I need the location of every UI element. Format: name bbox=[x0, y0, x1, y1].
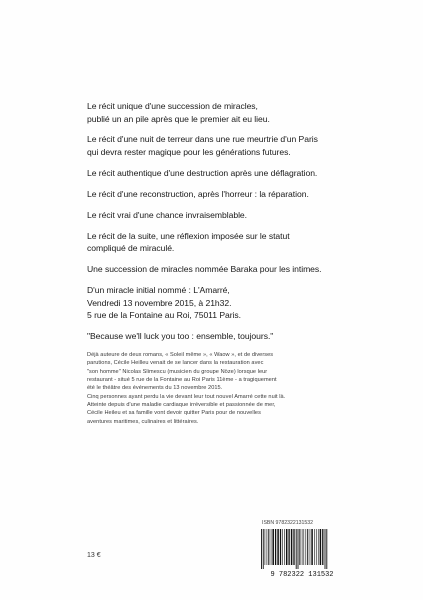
barcode-bar bbox=[275, 529, 276, 565]
blurb-line: Le récit d'une nuit de terreur dans une rue meurtrie d'un Paris bbox=[87, 134, 318, 145]
blurb-line: D'un miracle initial nommé : L'Amarré, bbox=[87, 285, 230, 296]
bio-line: aventures maritimes, culinaires et littéraires. bbox=[87, 418, 199, 425]
barcode-bar bbox=[272, 529, 274, 565]
barcode-bar bbox=[293, 529, 294, 565]
author-bio-text bbox=[87, 351, 342, 426]
blurb-paragraph bbox=[87, 230, 387, 255]
barcode-bar bbox=[268, 529, 269, 565]
blurb-line: compliqué de miraculé. bbox=[87, 243, 175, 254]
barcode-bar bbox=[311, 529, 313, 565]
bio-line: été le théâtre des événements du 13 novembre 2015. bbox=[87, 385, 223, 392]
barcode-bar bbox=[288, 529, 289, 565]
barcode-bar bbox=[325, 529, 326, 569]
barcode-bar bbox=[277, 529, 279, 565]
isbn-barcode bbox=[256, 528, 348, 578]
author-bio bbox=[87, 351, 342, 426]
barcode-bar bbox=[265, 529, 266, 565]
blurb-paragraph bbox=[87, 188, 387, 201]
bio-line: restaurant - situé 5 rue de la Fontaine au Roi Paris 11ème - a tragiquement bbox=[87, 377, 277, 384]
barcode-bar bbox=[282, 529, 283, 565]
barcode-bar bbox=[307, 529, 308, 565]
blurb-paragraph bbox=[87, 330, 387, 343]
bio-line: Cinq personnes ayant perdu la vie devant leur tout nouvel Amarré cette nuit là. bbox=[87, 393, 286, 400]
blurb-line: Le récit authentique d'une destruction après une déflagration. bbox=[87, 167, 318, 178]
bio-line: parutions, Cécile Heilleu venait de se lancer dans la restauration avec bbox=[87, 360, 264, 367]
barcode-bar bbox=[296, 529, 297, 569]
barcode-bar bbox=[306, 529, 307, 565]
blurb-paragraph bbox=[87, 263, 387, 276]
blurb-paragraphs bbox=[87, 100, 387, 351]
barcode-bar bbox=[316, 529, 317, 565]
blurb-paragraph bbox=[87, 133, 387, 158]
blurb-line: Le récit unique d'une succession de miracles, bbox=[87, 101, 258, 111]
barcode-bar bbox=[314, 529, 315, 565]
barcode-bar bbox=[261, 529, 262, 569]
bio-line: "son homme" Nicolas Slimescu (musicien du groupe Nöze) lorsque leur bbox=[87, 368, 268, 375]
blurb-paragraph bbox=[87, 167, 387, 180]
barcode-bar bbox=[280, 529, 281, 565]
blurb-paragraph bbox=[87, 284, 387, 322]
barcode-bar bbox=[318, 529, 319, 565]
barcode-bar bbox=[263, 529, 264, 569]
barcode-bar bbox=[299, 529, 300, 565]
blurb-line: "Because we'll luck you too : ensemble, toujours." bbox=[87, 331, 274, 342]
bio-line: Cécile Heileu et sa famille vont devoir quitter Paris pour de nouvelles bbox=[87, 410, 261, 417]
blurb-paragraph bbox=[87, 209, 387, 222]
bio-line: Déjà auteure de deux romans, « Soleil même », « Waow », et de diverses bbox=[87, 352, 274, 358]
barcode-bar bbox=[320, 529, 322, 565]
barcode-bar bbox=[267, 529, 268, 565]
blurb-line: publié un an pile après que le premier ait eu lieu. bbox=[87, 113, 270, 124]
barcode-bar bbox=[326, 529, 327, 569]
barcode-bar bbox=[322, 529, 323, 565]
barcode-bar bbox=[284, 529, 285, 565]
blurb-line: Le récit d'une reconstruction, après l'horreur : la réparation. bbox=[87, 188, 309, 199]
blurb-paragraph bbox=[87, 100, 387, 125]
barcode-bar bbox=[291, 529, 293, 565]
barcode-bar bbox=[271, 529, 272, 565]
barcode-bar bbox=[310, 529, 311, 565]
barcode-digits: 9 782322 131532 bbox=[270, 571, 334, 578]
barcode-bar bbox=[302, 529, 303, 565]
barcode-bar bbox=[286, 529, 288, 565]
bio-line: Atteinte depuis d'une maladie cardiaque irréversible et passionnée de mer, bbox=[87, 402, 276, 409]
barcode-bar bbox=[298, 529, 299, 569]
blurb-line: Le récit de la suite, une réflexion imposée sur le statut bbox=[87, 230, 290, 241]
barcode-bar bbox=[304, 529, 305, 565]
blurb-line: Une succession de miracles nommée Baraka pour les intimes. bbox=[87, 264, 322, 275]
isbn-label: ISBN 9782322131532 bbox=[262, 520, 314, 526]
price-label: 13 € bbox=[87, 552, 101, 559]
blurb-line: qui devra rester magique pour les générations futures. bbox=[87, 147, 291, 158]
blurb-line: Vendredi 13 novembre 2015, à 21h32. bbox=[87, 297, 232, 308]
blurb-line: 5 rue de la Fontaine au Roi, 75011 Paris. bbox=[87, 310, 242, 321]
blurb-line: Le récit vrai d'une chance invraisemblable. bbox=[87, 209, 247, 220]
